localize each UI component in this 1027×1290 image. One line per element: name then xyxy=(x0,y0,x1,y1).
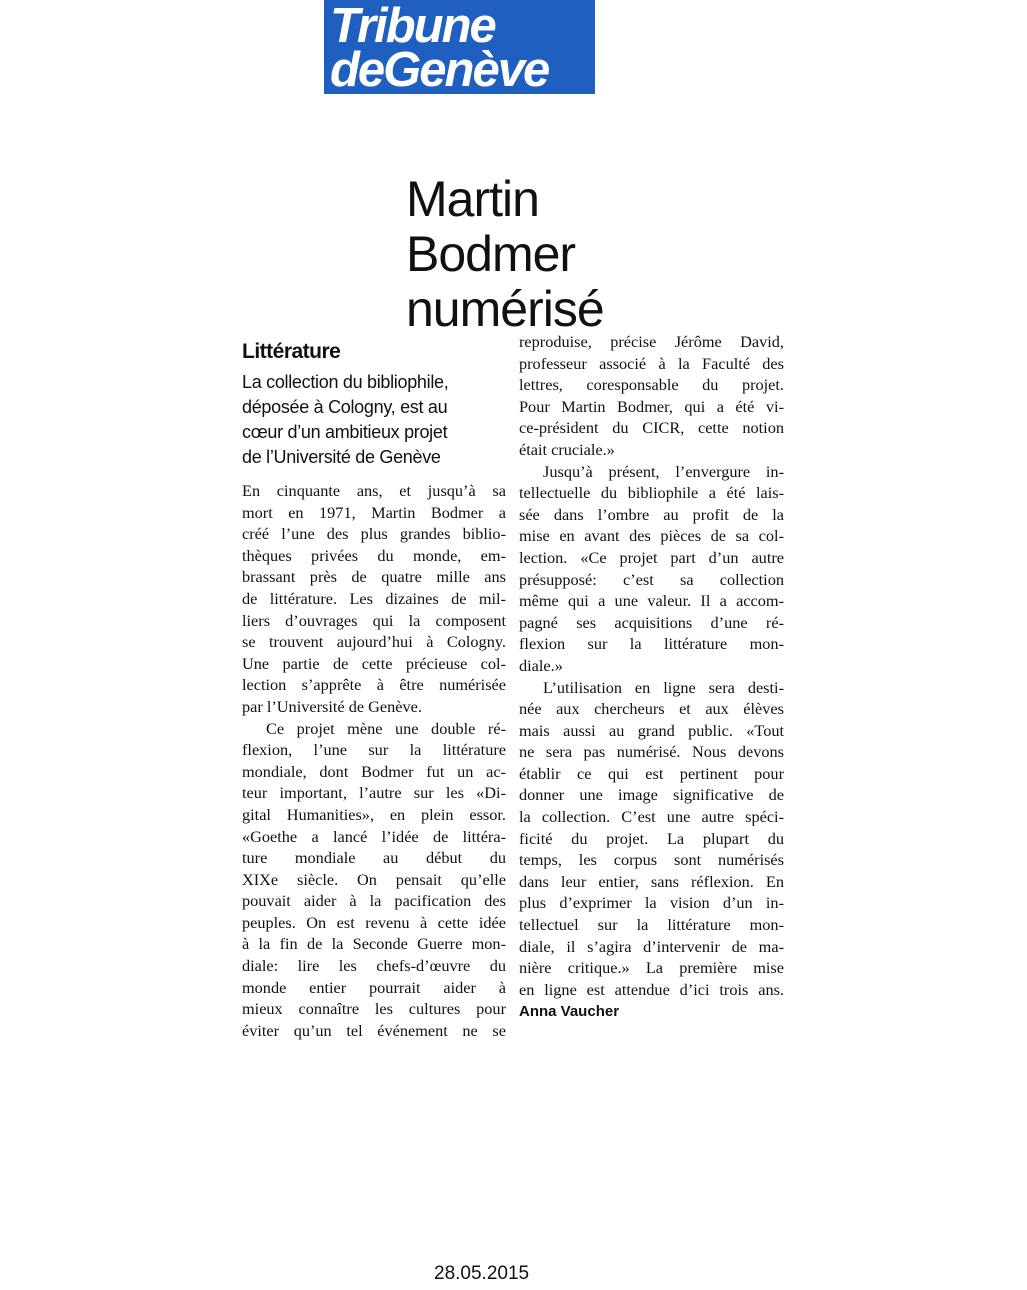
standfirst-line: de l’Université de Genève xyxy=(242,447,441,467)
text-line: brassant près de quatre mille ans xyxy=(242,567,506,587)
section-kicker: Littérature xyxy=(242,340,341,363)
text-line: Jusqu’à présent, l’envergure in- xyxy=(543,461,784,481)
text-line: temps, les corpus sont numérisés xyxy=(519,850,784,870)
text-line: lection s’apprête à être numérisée xyxy=(242,675,506,695)
text-line: Pour Martin Bodmer, qui a été vi- xyxy=(519,396,784,416)
headline-line: numérisé xyxy=(406,281,604,337)
text-line: à la fin de la Seconde Guerre mon- xyxy=(242,934,506,954)
text-line: se trouvent aujourd’hui à Cologny. xyxy=(242,632,506,652)
text-line: teur important, l’autre sur les «Di- xyxy=(242,783,506,803)
text-line: lettres, coresponsable du projet. xyxy=(519,375,784,395)
text-line: liers d’ouvrages qui la composent xyxy=(242,610,506,630)
text-line: thèques privées du monde, em- xyxy=(242,545,506,565)
text-line: En cinquante ans, et jusqu’à sa xyxy=(242,481,506,500)
standfirst-line: déposée à Cologny, est au xyxy=(242,397,448,417)
text-line: mort en 1971, Martin Bodmer a xyxy=(242,502,506,522)
text-line: éviter qu’un tel événement ne se xyxy=(242,1020,506,1040)
text-line: ne sera pas numérisé. Nous devons xyxy=(519,742,784,762)
text-line: ture mondiale au début du xyxy=(242,848,506,868)
text-line: mais aussi au grand public. «Tout xyxy=(519,720,784,740)
text-line: Ce projet mène une double ré- xyxy=(266,718,506,738)
text-line: professeur associé à la Faculté des xyxy=(519,353,784,373)
text-line: mise en avant des pièces de sa col- xyxy=(519,526,784,546)
text-line: en ligne est attendue d’ici trois ans. xyxy=(519,979,784,999)
masthead-line-2: deGenève xyxy=(330,43,549,94)
text-line: monde entier pourrait aider à xyxy=(242,977,506,997)
text-line: flexion, l’une sur la littérature xyxy=(242,740,506,760)
text-line: peuples. On est revenu à cette idée xyxy=(242,912,506,932)
text-line: reproduise, précise Jérôme David, xyxy=(519,332,784,351)
text-line: dans leur entier, sans réflexion. En xyxy=(519,871,784,891)
author-byline: Anna Vaucher xyxy=(519,1003,620,1020)
article-column-1 xyxy=(242,480,506,1041)
article-standfirst xyxy=(242,370,512,470)
text-line: L’utilisation en ligne sera desti- xyxy=(543,677,784,697)
article-headline xyxy=(406,172,766,337)
text-line: XIXe siècle. On pensait qu’elle xyxy=(242,869,506,889)
text-line: établir ce qui est pertinent pour xyxy=(519,763,784,783)
text-line: même qui a une valeur. Il a accom- xyxy=(519,591,784,611)
text-line: nière critique.» La première mise xyxy=(519,958,784,978)
standfirst-line: La collection du bibliophile, xyxy=(242,372,449,392)
text-line: mondiale, dont Bodmer fut un ac- xyxy=(242,761,506,781)
headline-line: Bodmer xyxy=(406,226,576,282)
headline-line: Martin xyxy=(406,171,539,227)
article-column-2 xyxy=(519,331,784,1000)
publication-date: 28.05.2015 xyxy=(434,1263,530,1284)
text-line: ce-président du CICR, cette notion xyxy=(519,418,784,438)
text-line: diale.» xyxy=(519,655,563,675)
text-line: sée dans l’ombre au profit de la xyxy=(519,504,784,524)
text-line: née aux chercheurs et aux élèves xyxy=(519,699,784,719)
masthead-line-1: Tribune xyxy=(330,0,495,53)
text-line: la collection. C’est une autre spéci- xyxy=(519,807,784,827)
text-line: de littérature. Les dizaines de mil- xyxy=(242,588,506,608)
text-line: tellectuelle du bibliophile a été lais- xyxy=(519,483,784,503)
text-line: mieux connaître les cultures pour xyxy=(242,999,506,1019)
text-line: Une partie de cette précieuse col- xyxy=(242,653,506,673)
standfirst-line: cœur d’un ambitieux projet xyxy=(242,422,448,442)
text-line: était cruciale.» xyxy=(519,439,615,459)
text-line: tellectuel sur la littérature mon- xyxy=(519,915,784,935)
text-line: diale: lire les chefs-d’œuvre du xyxy=(242,956,506,976)
text-line: ficité du projet. La plupart du xyxy=(519,828,784,848)
text-line: diale, il s’agira d’intervenir de ma- xyxy=(519,936,784,956)
text-line: présupposé: c’est sa collection xyxy=(519,569,784,589)
text-line: lection. «Ce projet part d’un autre xyxy=(519,547,784,567)
text-line: donner une image significative de xyxy=(519,785,784,805)
text-line: flexion sur la littérature mon- xyxy=(519,634,784,654)
text-line: «Goethe a lancé l’idée de littéra- xyxy=(242,826,506,846)
masthead-logo xyxy=(324,0,595,94)
text-line: plus d’exprimer la vision d’un in- xyxy=(519,893,784,913)
text-line: par l’Université de Genève. xyxy=(242,696,422,716)
text-line: gital Humanities», en plein essor. xyxy=(242,804,506,824)
text-line: pouvait aider à la pacification des xyxy=(242,891,506,911)
text-line: créé l’une des plus grandes biblio- xyxy=(242,524,506,544)
text-line: pagné ses acquisitions d’une ré- xyxy=(519,612,784,632)
